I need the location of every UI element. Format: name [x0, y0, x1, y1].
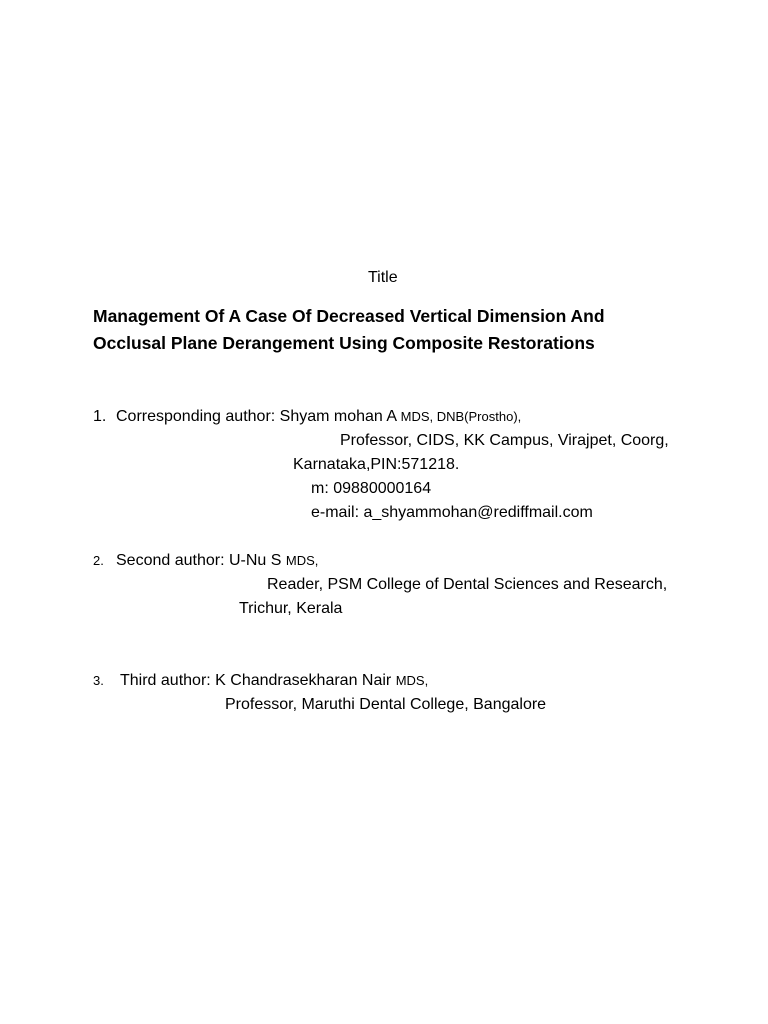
paper-title-line-2: Occlusal Plane Derangement Using Composite Restorations — [93, 333, 595, 353]
author-1-name: Corresponding author: Shyam mohan A — [116, 408, 397, 425]
paper-title-line-1: Management Of A Case Of Decreased Vertical Dimension And — [93, 306, 605, 326]
author-2-name: Second author: U-Nu S — [116, 552, 282, 569]
author-3-name: Third author: K Chandrasekharan Nair — [120, 672, 392, 689]
author-1-number: 1. — [93, 408, 107, 425]
author-1-phone: m: 09880000164 — [311, 480, 432, 497]
author-1-email: e-mail: a_shyammohan@rediffmail.com — [311, 504, 593, 521]
author-2-number: 2. — [93, 553, 104, 568]
author-2-affiliation-line-1: Reader, PSM College of Dental Sciences and Research, — [267, 576, 668, 593]
author-2-role — [116, 551, 318, 571]
author-2-affiliation-line-2: Trichur, Kerala — [239, 600, 343, 617]
author-1-degrees: MDS, DNB(Prostho), — [400, 409, 522, 424]
author-1-affiliation-line-1: Professor, CIDS, KK Campus, Virajpet, Coorg, — [340, 432, 669, 449]
author-3-number: 3. — [93, 673, 104, 688]
author-1-role — [116, 407, 521, 427]
author-3-affiliation-line-1: Professor, Maruthi Dental College, Bangalore — [225, 696, 547, 713]
author-1-affiliation-line-2: Karnataka,PIN:571218. — [293, 456, 460, 473]
author-3-degrees: MDS, — [395, 673, 429, 688]
author-2-degrees: MDS, — [285, 553, 319, 568]
author-3-role — [120, 671, 428, 691]
section-label: Title — [368, 269, 398, 286]
